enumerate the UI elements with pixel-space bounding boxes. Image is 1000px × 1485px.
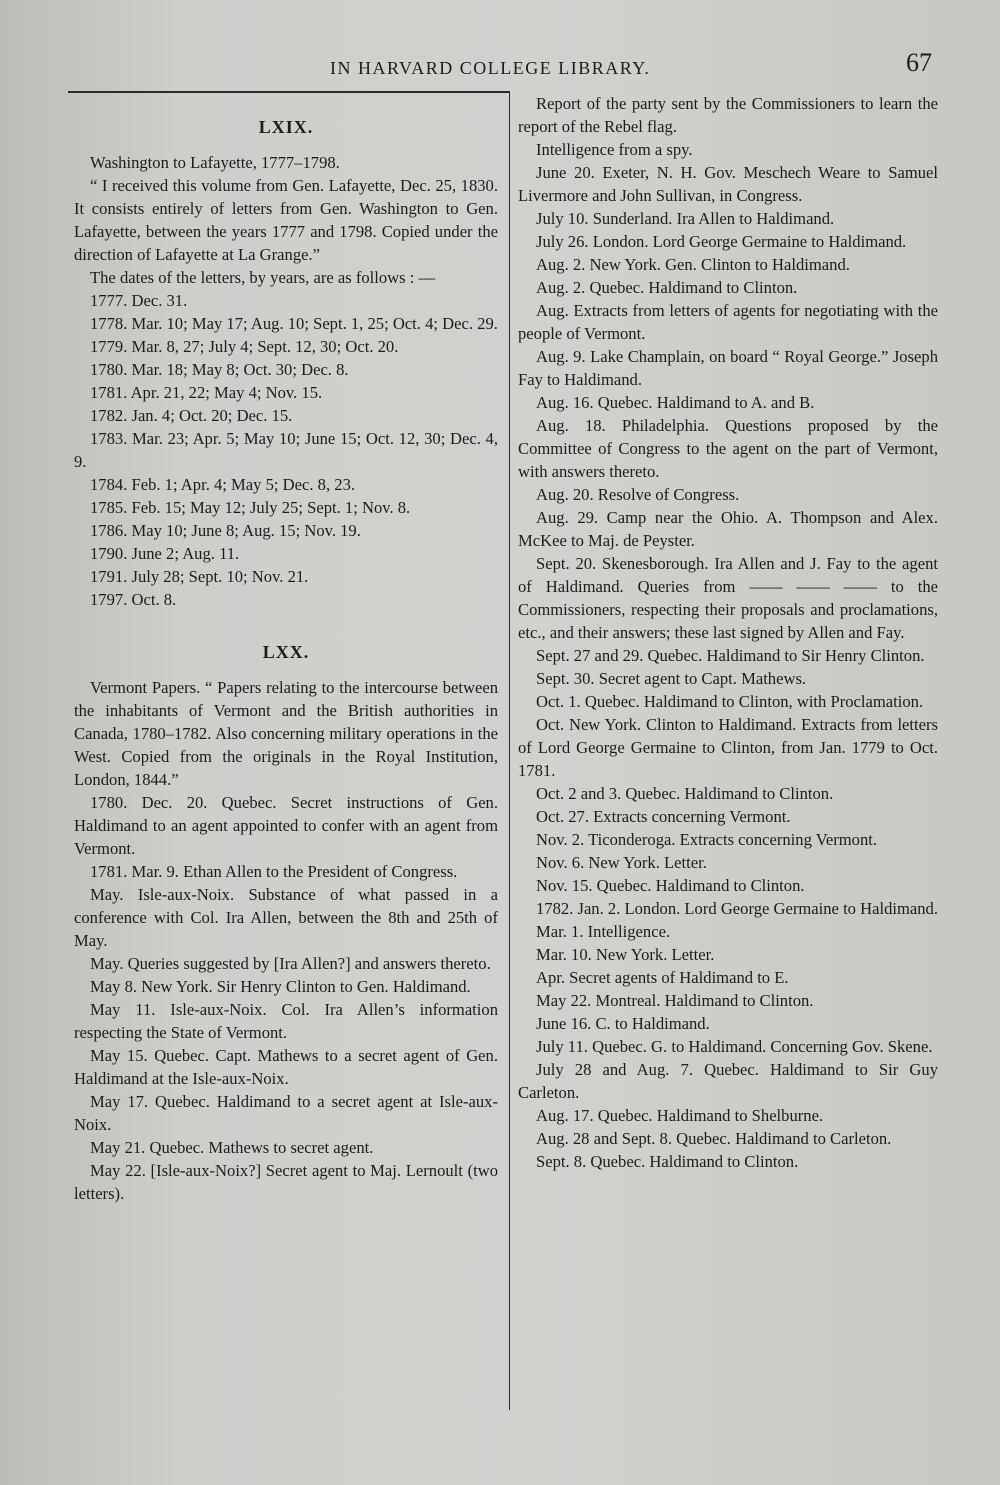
- list-item: Apr. Secret agents of Haldimand to E.: [536, 968, 789, 987]
- list-item: Sept. 20. Skenesborough. Ira Allen and J. Fay to the agent of Haldimand. Queries from —— —— —— to the Commissioners, respecting their proposals and proclamations, etc., and their answers; these last signed by Allen and Fay.: [518, 554, 938, 642]
- list-item: Oct. 27. Extracts concerning Vermont.: [536, 807, 791, 826]
- list-item: 1782. Jan. 2. London. Lord George Germaine to Haldimand.: [536, 899, 939, 918]
- paragraph: May 15. Quebec. Capt. Mathews to a secret agent of Gen. Haldimand at the Isle-aux-Noix.: [74, 1046, 498, 1088]
- paragraph: Washington to Lafayette, 1777–1798.: [90, 153, 340, 172]
- list-item: Aug. 2. Quebec. Haldimand to Clinton.: [536, 278, 798, 297]
- list-item: July 11. Quebec. G. to Haldimand. Concerning Gov. Skene.: [536, 1037, 933, 1056]
- list-item: Sept. 8. Quebec. Haldimand to Clinton.: [536, 1152, 799, 1171]
- list-item: Aug. 16. Quebec. Haldimand to A. and B.: [536, 393, 815, 412]
- list-item: 1783. Mar. 23; Apr. 5; May 10; June 15; Oct. 12, 30; Dec. 4, 9.: [74, 429, 498, 471]
- paragraph: May 21. Quebec. Mathews to secret agent.: [90, 1138, 374, 1157]
- list-item: 1782. Jan. 4; Oct. 20; Dec. 15.: [90, 406, 293, 425]
- section-heading-lxx: LXX.: [262, 642, 310, 662]
- list-item: 1778. Mar. 10; May 17; Aug. 10; Sept. 1, 25; Oct. 4; Dec. 29.: [90, 314, 498, 333]
- list-item: 1791. July 28; Sept. 10; Nov. 21.: [90, 567, 309, 586]
- right-column: [518, 92, 938, 1173]
- paragraph: May 22. [Isle-aux-Noix?] Secret agent to Maj. Lernoult (two letters).: [74, 1161, 498, 1203]
- section-heading-lxix: LXIX.: [258, 117, 314, 137]
- paragraph: May 11. Isle-aux-Noix. Col. Ira Allen’s information respecting the State of Vermont.: [74, 1000, 498, 1042]
- list-item: Aug. 28 and Sept. 8. Quebec. Haldimand to Carleton.: [536, 1129, 892, 1148]
- list-item: Aug. 17. Quebec. Haldimand to Shelburne.: [536, 1106, 824, 1125]
- page-number: 67: [906, 48, 932, 77]
- letter-dates-list: [74, 289, 498, 611]
- list-item: 1777. Dec. 31.: [90, 291, 188, 310]
- list-item: Oct. New York. Clinton to Haldimand. Extracts from letters of Lord George Germaine to Clinton, from Jan. 1779 to Oct. 1781.: [518, 715, 938, 780]
- list-item: 1790. June 2; Aug. 11.: [90, 544, 240, 563]
- list-item: Intelligence from a spy.: [536, 140, 693, 159]
- paragraph: The dates of the letters, by years, are as follows : —: [90, 268, 436, 287]
- list-item: June 16. C. to Haldimand.: [536, 1014, 710, 1033]
- left-column: [74, 116, 498, 1205]
- list-item: Aug. 20. Resolve of Congress.: [536, 485, 740, 504]
- column-divider: [509, 92, 510, 1410]
- list-item: Aug. 9. Lake Champlain, on board “ Royal George.” Joseph Fay to Haldimand.: [518, 347, 938, 389]
- paragraph: 1780. Dec. 20. Quebec. Secret instructions of Gen. Haldimand to an agent appointed to confer with an agent from Vermont.: [74, 793, 498, 858]
- list-item: Nov. 2. Ticonderoga. Extracts concerning Vermont.: [536, 830, 878, 849]
- paragraph: “ I received this volume from Gen. Lafayette, Dec. 25, 1830. It consists entirely of letters from Gen. Washington to Gen. Lafayette, between the years 1777 and 1798. Copied under the direction of Lafayette at La Grange.”: [74, 176, 498, 264]
- paragraph: May. Isle-aux-Noix. Substance of what passed in a conference with Col. Ira Allen, between the 8th and 25th of May.: [74, 885, 498, 950]
- list-item: Mar. 1. Intelligence.: [536, 922, 671, 941]
- paragraph: Report of the party sent by the Commissioners to learn the report of the Rebel flag.: [518, 94, 938, 136]
- paragraph: May. Queries suggested by [Ira Allen?] and answers thereto.: [90, 954, 491, 973]
- list-item: 1784. Feb. 1; Apr. 4; May 5; Dec. 8, 23.: [90, 475, 356, 494]
- list-item: Oct. 2 and 3. Quebec. Haldimand to Clinton.: [536, 784, 834, 803]
- list-item: July 10. Sunderland. Ira Allen to Haldimand.: [536, 209, 835, 228]
- list-item: Aug. 18. Philadelphia. Questions proposed by the Committee of Congress to the agent on the part of Vermont, with answers thereto.: [518, 416, 938, 481]
- list-item: 1781. Apr. 21, 22; May 4; Nov. 15.: [90, 383, 323, 402]
- paragraph: May 8. New York. Sir Henry Clinton to Gen. Haldimand.: [90, 977, 471, 996]
- list-item: Nov. 15. Quebec. Haldimand to Clinton.: [536, 876, 805, 895]
- list-item: Aug. Extracts from letters of agents for negotiating with the people of Vermont.: [518, 301, 938, 343]
- header-rule: [68, 91, 510, 93]
- list-item: Sept. 27 and 29. Quebec. Haldimand to Sir Henry Clinton.: [536, 646, 925, 665]
- list-item: Aug. 29. Camp near the Ohio. A. Thompson and Alex. McKee to Maj. de Peyster.: [518, 508, 938, 550]
- paragraph: 1781. Mar. 9. Ethan Allen to the President of Congress.: [90, 862, 458, 881]
- list-item: 1780. Mar. 18; May 8; Oct. 30; Dec. 8.: [90, 360, 349, 379]
- list-item: July 28 and Aug. 7. Quebec. Haldimand to Sir Guy Carleton.: [518, 1060, 938, 1102]
- list-item: Aug. 2. New York. Gen. Clinton to Haldimand.: [536, 255, 850, 274]
- running-head: IN HARVARD COLLEGE LIBRARY.: [330, 58, 651, 78]
- list-item: Nov. 6. New York. Letter.: [536, 853, 707, 872]
- list-item: June 20. Exeter, N. H. Gov. Meschech Weare to Samuel Livermore and John Sullivan, in Congress.: [518, 163, 938, 205]
- paragraph: May 17. Quebec. Haldimand to a secret agent at Isle-aux-Noix.: [74, 1092, 498, 1134]
- list-item: 1786. May 10; June 8; Aug. 15; Nov. 19.: [90, 521, 361, 540]
- list-item: Sept. 30. Secret agent to Capt. Mathews.: [536, 669, 807, 688]
- list-item: 1785. Feb. 15; May 12; July 25; Sept. 1; Nov. 8.: [90, 498, 411, 517]
- list-item: 1797. Oct. 8.: [90, 590, 177, 609]
- list-item: Oct. 1. Quebec. Haldimand to Clinton, with Proclamation.: [536, 692, 924, 711]
- list-item: July 26. London. Lord George Germaine to Haldimand.: [536, 232, 907, 251]
- list-item: May 22. Montreal. Haldimand to Clinton.: [536, 991, 814, 1010]
- list-item: Mar. 10. New York. Letter.: [536, 945, 715, 964]
- list-item: 1779. Mar. 8, 27; July 4; Sept. 12, 30; Oct. 20.: [90, 337, 399, 356]
- paragraph: Vermont Papers. “ Papers relating to the intercourse between the inhabitants of Vermont and the British authorities in Canada, 1780–1782. Also concerning military operations in the West. Copied from the originals in the Royal Institution, London, 1844.”: [74, 678, 498, 789]
